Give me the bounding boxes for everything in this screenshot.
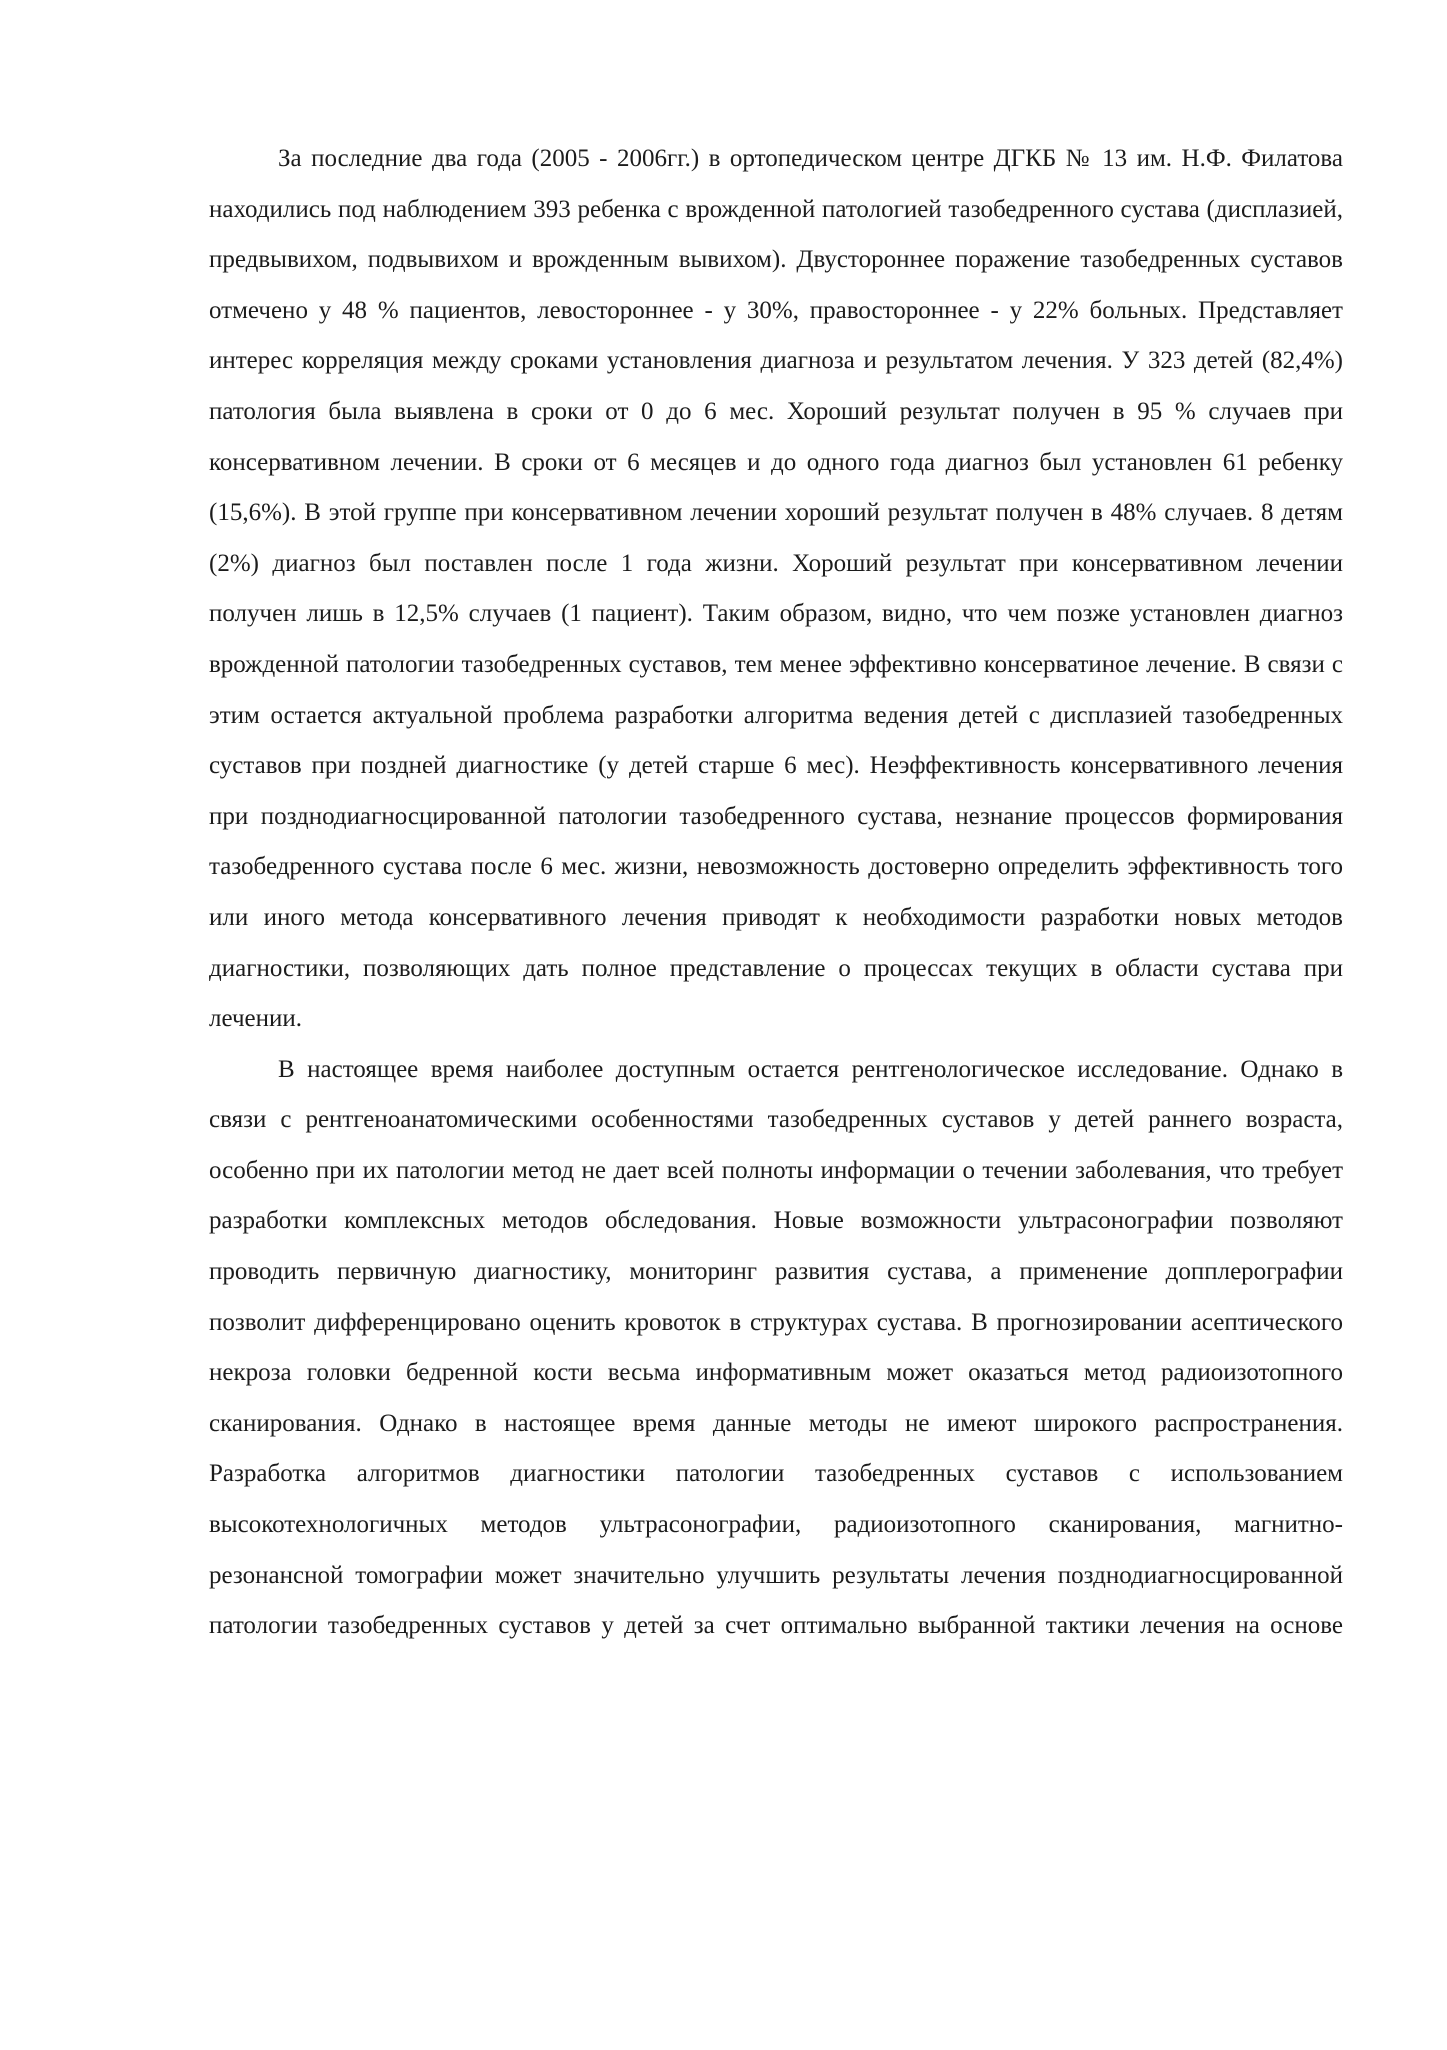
paragraph-1: За последние два года (2005 - 2006гг.) в ортопедическом центре ДГКБ № 13 им. Н.Ф. Филатова находились под наблюдением 393 ребенка с врожденной патологией тазобедренного сустава (дисплазией, предвывихом, подвывихом и врожденным вывихом). Двустороннее поражение тазобедренных суставов отмечено у 48 % пациентов, левостороннее - у 30%, правостороннее - у 22% больных. Представляет интерес корреляция между сроками установления диагноза и результатом лечения. У 323 детей (82,4%) патология была выявлена в сроки от 0 до 6 мес. Хороший результат получен в 95 % случаев при консервативном лечении. В сроки от 6 месяцев и до одного года диагноз был установлен 61 ребенку (15,6%). В этой группе при консервативном лечении хороший результат получен в 48% случаев. 8 детям (2%) диагноз был поставлен после 1 года жизни. Хороший результат при консервативном лечении получен лишь в 12,5% случаев (1 пациент). Таким образом, видно, что чем позже установлен диагноз врожденной патологии тазобедренных суставов, тем менее эффективно консерватиное лечение. В связи с этим остается актуальной проблема разработки алгоритма ведения детей с дисплазией тазобедренных суставов при поздней диагностике (у детей старше 6 мес). Неэффективность консервативного лечения при позднодиагносцированной патологии тазобедренного сустава, незнание процессов формирования тазобедренного сустава после 6 мес. жизни, невозможность достоверно определить эффективность того или иного метода консервативного лечения приводят к необходимости разработки новых методов диагностики, позволяющих дать полное представление о процессах текущих в области сустава при лечении. <box>209 145 1343 1033</box>
paragraph-2: В настоящее время наиболее доступным остается рентгенологическое исследование. Однако в связи с рентгеноанатомическими особенностями тазобедренных суставов у детей раннего возраста, особенно при их патологии метод не дает всей полноты информации о течении заболевания, что требует разработки комплексных методов обследования. Новые возможности ультрасонографии позволяют проводить первичную диагностику, мониторинг развития сустава, а применение допплерографии позволит дифференцировано оценить кровоток в структурах сустава. В прогнозировании асептического некроза головки бедренной кости весьма информативным может оказаться метод радиоизотопного сканирования. Однако в настоящее время данные методы не имеют широкого распространения. Разработка алгоритмов диагностики патологии тазобедренных суставов с использованием высокотехнологичных методов ультрасонографии, радиоизотопного сканирования, магнитно-резонансной томографии может значительно улучшить результаты лечения позднодиагносцированной патологии тазобедренных суставов у детей за счет оптимально выбранной тактики лечения на основе <box>209 1055 1343 1640</box>
body-text <box>209 134 1343 1652</box>
